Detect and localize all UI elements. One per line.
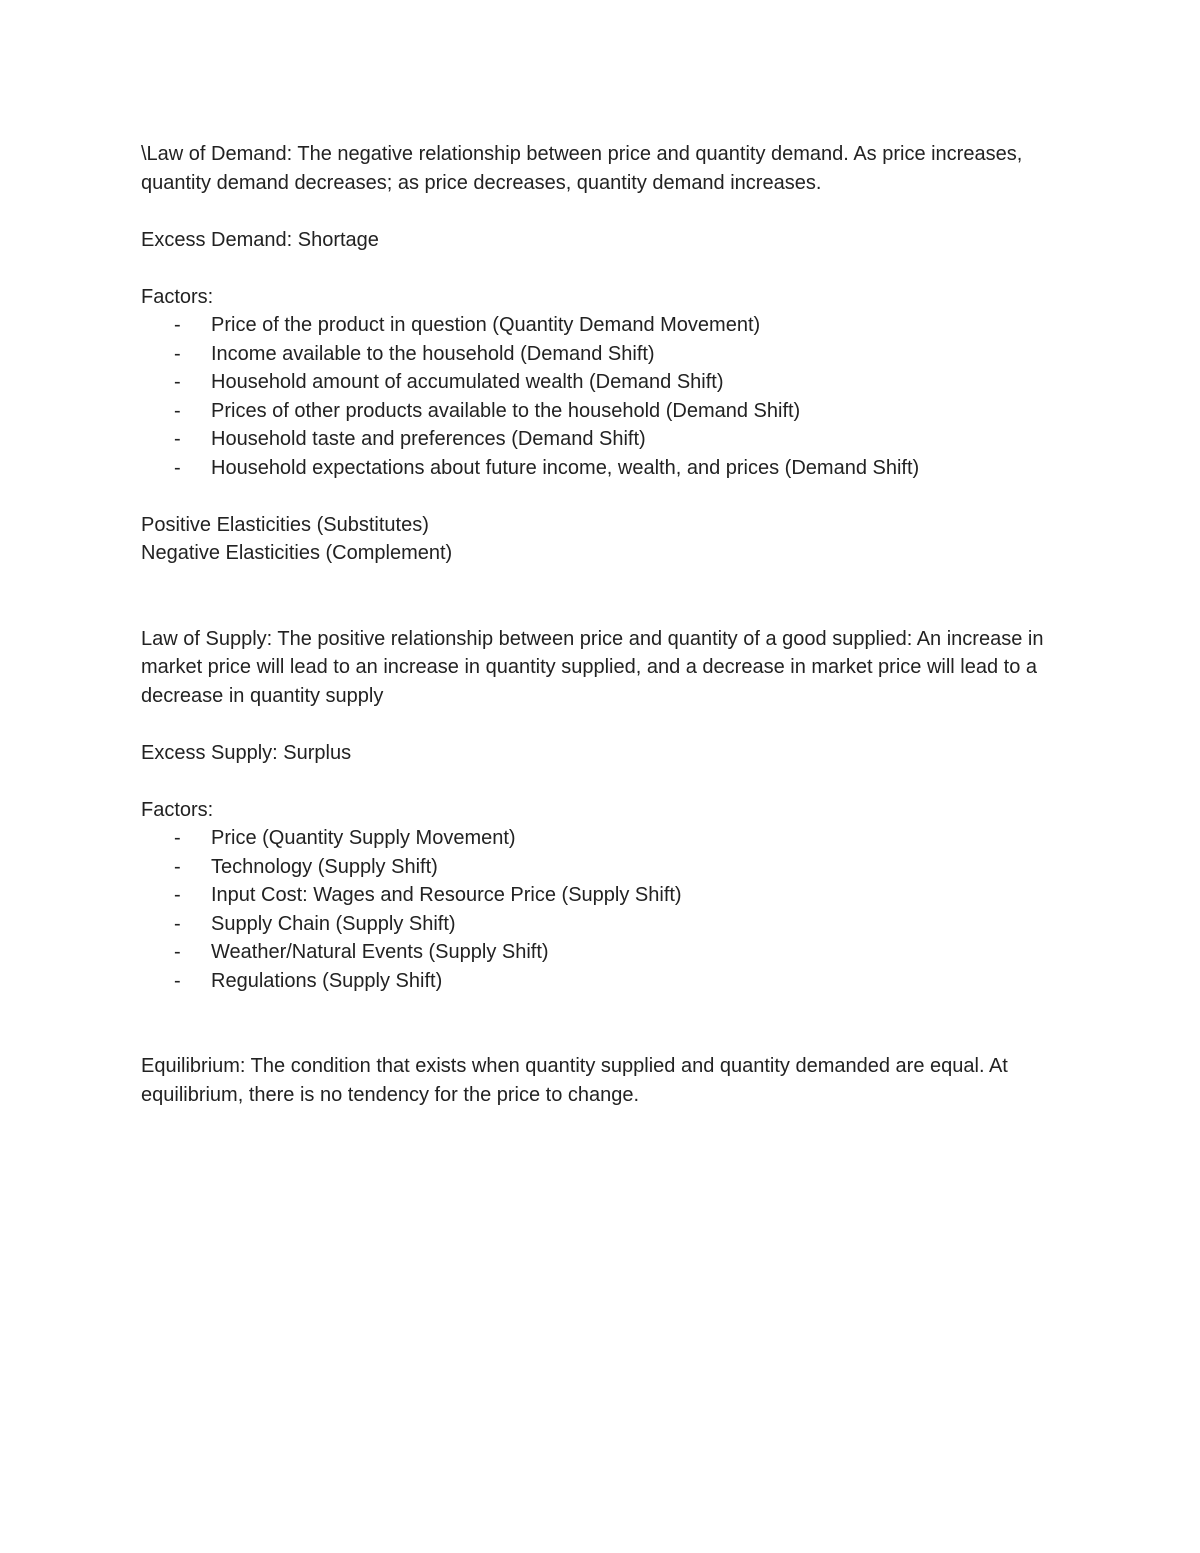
list-item-text: Household taste and preferences (Demand Shift)	[211, 428, 646, 450]
list-item	[141, 824, 1071, 853]
list-item	[141, 425, 1071, 454]
dash-bullet: -	[174, 827, 181, 849]
list-item-text: Input Cost: Wages and Resource Price (Supply Shift)	[211, 884, 682, 906]
list-item	[141, 910, 1071, 939]
demand-factors-heading: Factors:	[141, 285, 214, 308]
excess-supply-line: Excess Supply: Surplus	[141, 741, 352, 764]
dash-bullet: -	[174, 912, 181, 935]
spacer	[141, 254, 1071, 283]
negative-elasticities-line: Negative Elasticities (Complement)	[141, 542, 453, 564]
list-item-text: Regulations (Supply Shift)	[211, 969, 443, 992]
dash-bullet: -	[174, 399, 181, 422]
list-item-text: Price of the product in question (Quantity Demand Movement)	[211, 314, 761, 336]
spacer	[141, 710, 1071, 739]
dash-bullet: -	[174, 456, 181, 479]
list-item	[141, 938, 1071, 967]
dash-bullet: -	[174, 428, 181, 450]
list-item	[141, 853, 1071, 882]
positive-elasticities-line: Positive Elasticities (Substitutes)	[141, 513, 429, 536]
document-body	[141, 140, 1071, 1109]
list-item-text: Technology (Supply Shift)	[211, 855, 438, 878]
list-item	[141, 881, 1071, 910]
list-item	[141, 311, 1071, 340]
supply-factors-list	[141, 824, 1071, 995]
list-item-text: Price (Quantity Supply Movement)	[211, 827, 516, 849]
list-item-text: Income available to the household (Demand Shift)	[211, 342, 655, 365]
supply-factors-heading: Factors:	[141, 798, 214, 821]
dash-bullet: -	[174, 855, 181, 878]
spacer	[141, 197, 1071, 226]
list-item-text: Weather/Natural Events (Supply Shift)	[211, 941, 549, 963]
list-item	[141, 397, 1071, 426]
spacer	[141, 482, 1071, 511]
list-item	[141, 340, 1071, 369]
list-item	[141, 454, 1071, 483]
law-of-supply-paragraph: Law of Supply: The positive relationship between price and quantity of a good supplied: An increase in market price will lead to an increase in quantity supplied, and a decrease in market price will lead to a decrease in quantity supply	[141, 627, 1044, 707]
excess-demand-line: Excess Demand: Shortage	[141, 228, 379, 251]
dash-bullet: -	[174, 884, 181, 906]
equilibrium-paragraph: Equilibrium: The condition that exists when quantity supplied and quantity demanded are equal. At equilibrium, there is no tendency for the price to change.	[141, 1055, 1008, 1106]
spacer	[141, 568, 1071, 625]
list-item-text: Household amount of accumulated wealth (Demand Shift)	[211, 371, 724, 393]
dash-bullet: -	[174, 342, 181, 365]
list-item	[141, 368, 1071, 397]
list-item-text: Household expectations about future income, wealth, and prices (Demand Shift)	[211, 456, 920, 479]
list-item	[141, 967, 1071, 996]
list-item-text: Supply Chain (Supply Shift)	[211, 912, 456, 935]
spacer	[141, 995, 1071, 1052]
spacer	[141, 767, 1071, 796]
dash-bullet: -	[174, 969, 181, 992]
demand-factors-list	[141, 311, 1071, 482]
dash-bullet: -	[174, 941, 181, 963]
dash-bullet: -	[174, 314, 181, 336]
dash-bullet: -	[174, 371, 181, 393]
law-of-demand-paragraph: \Law of Demand: The negative relationship between price and quantity demand. As price increases, quantity demand decreases; as price decreases, quantity demand increases.	[141, 143, 1023, 194]
list-item-text: Prices of other products available to the household (Demand Shift)	[211, 399, 801, 422]
